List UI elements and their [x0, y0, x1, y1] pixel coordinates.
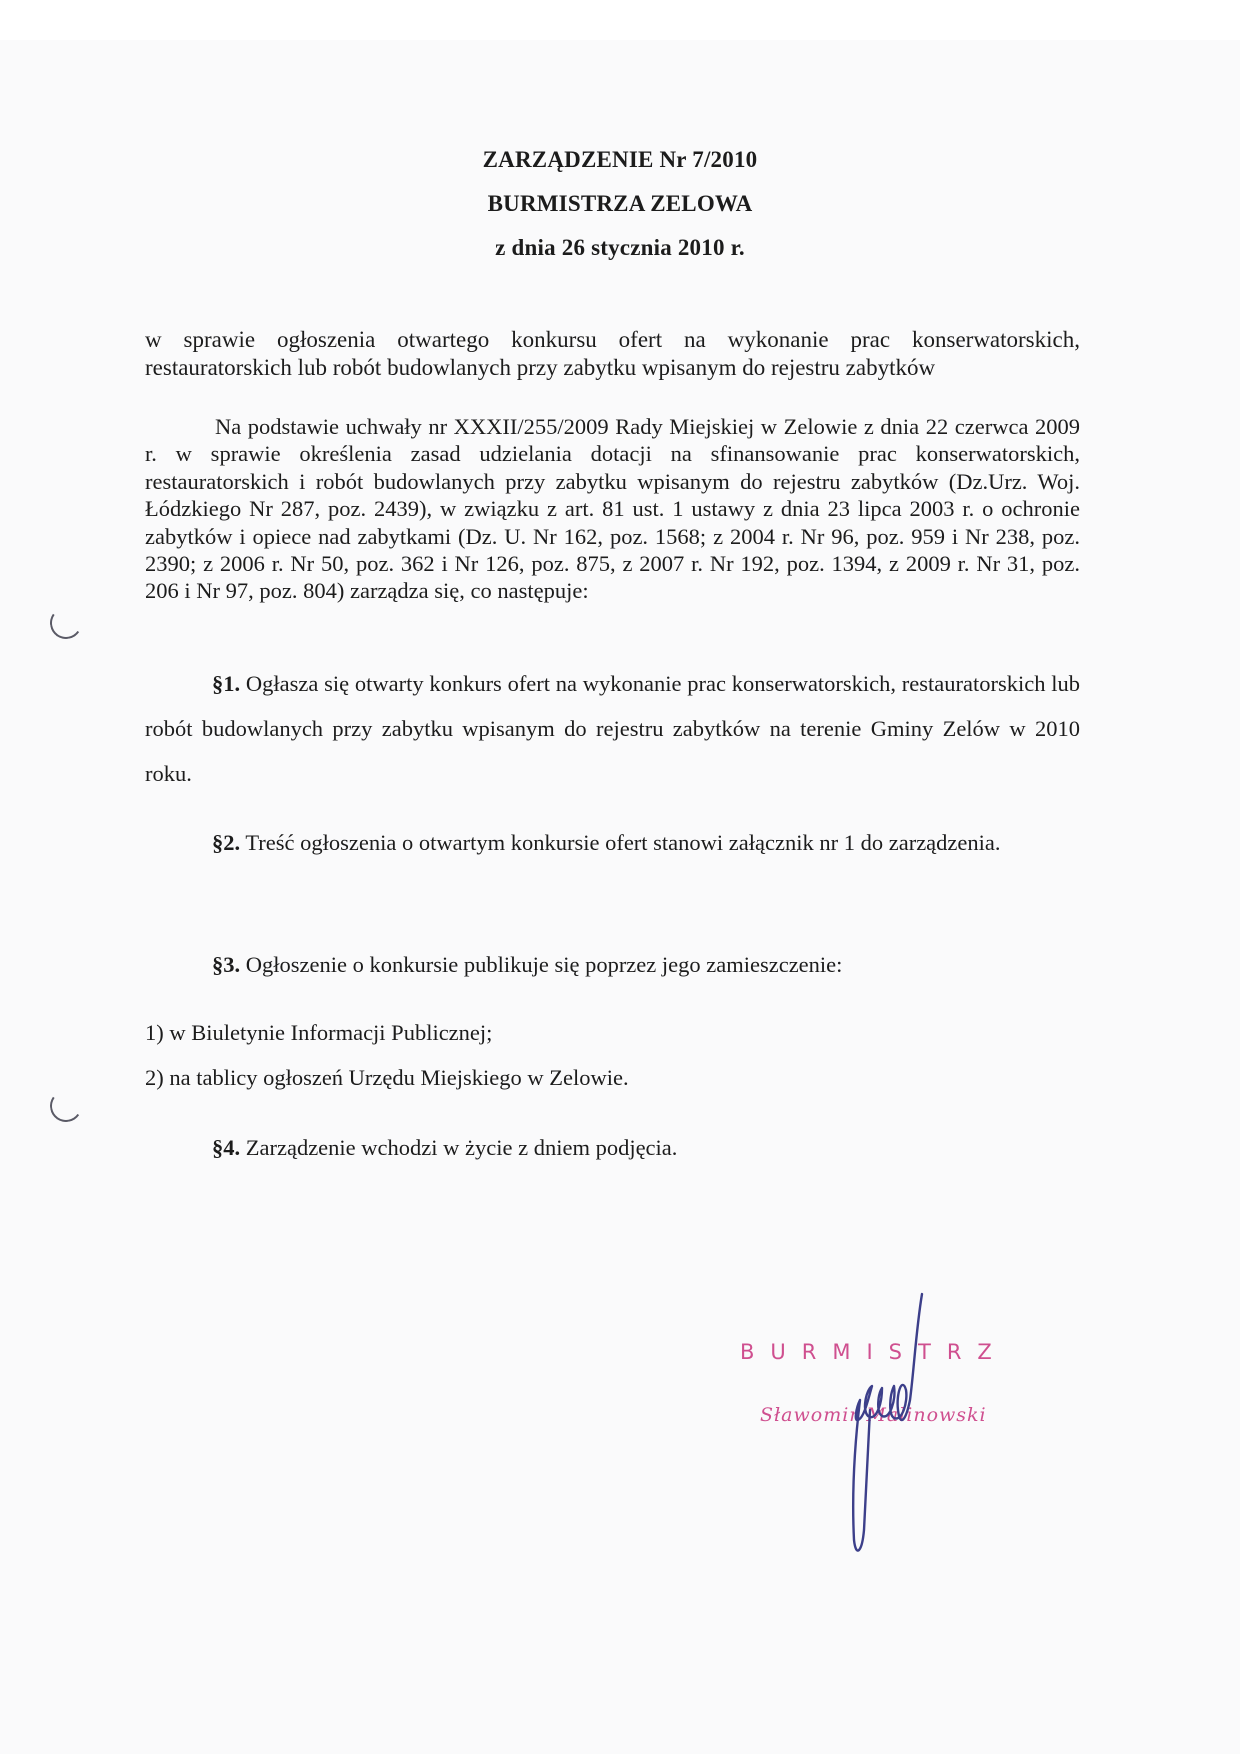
section-4-symbol: §4. — [212, 1135, 241, 1160]
header-issuer: BURMISTRZA ZELOWA — [487, 191, 753, 216]
list-item: 1) w Biuletynie Informacji Publicznej; — [145, 1020, 493, 1045]
section-1-symbol: §1. — [212, 671, 241, 696]
section-3-symbol: §3. — [212, 952, 241, 977]
section-1-text: Ogłasza się otwarty konkurs ofert na wykonanie prac konserwatorskich, restauratorskich lub robót budowlanych przy zabytku wpisanym do rejestru zabytków na terenie Gminy Zelów w 2010 roku. — [145, 671, 1080, 786]
section-2-symbol: §2. — [212, 830, 241, 855]
scan-top-margin — [0, 0, 1240, 40]
section-4-text: Zarządzenie wchodzi w życie z dniem podjęcia. — [240, 1135, 678, 1160]
punch-hole-mark-top — [47, 604, 84, 641]
header-date: z dnia 26 stycznia 2010 r. — [495, 235, 745, 260]
section-3-text: Ogłoszenie o konkursie publikuje się poprzez jego zamieszczenie: — [240, 952, 843, 977]
signature-stroke — [853, 1294, 922, 1551]
subject-line-2: restauratorskich lub robót budowlanych przy zabytku wpisanym do rejestru zabytków — [145, 355, 936, 380]
stamp-name: Sławomir Malinowski — [760, 1404, 987, 1426]
punch-hole-mark-bottom — [47, 1087, 84, 1124]
subject-line-1: w sprawie ogłoszenia otwartego konkursu ofert na wykonanie prac konserwatorskich, — [145, 327, 1080, 352]
section-3 — [145, 942, 1080, 987]
publication-list — [145, 1010, 629, 1100]
section-2-text: Treść ogłoszenia o otwartym konkursie ofert stanowi załącznik nr 1 do zarządzenia. — [240, 830, 1001, 855]
document-subject — [145, 326, 1080, 382]
handwritten-signature — [810, 1290, 930, 1560]
header-title: ZARZĄDZENIE Nr 7/2010 — [482, 147, 758, 172]
list-item: 2) na tablicy ogłoszeń Urzędu Miejskiego w Zelowie. — [145, 1065, 629, 1090]
stamp-title: BURMISTRZ — [740, 1340, 1008, 1364]
legal-basis-paragraph: Na podstawie uchwały nr XXXII/255/2009 Rady Miejskiej w Zelowie z dnia 22 czerwca 2009 r. w sprawie określenia zasad udzielania dotacji na sfinansowanie prac konserwatorskich, restauratorskich i robót budowlanych przy zabytku wpisanym do rejestru zabytków (Dz.Urz. Woj. Łódzkiego Nr 287, poz. 2439), w związku z art. 81 ust. 1 ustawy z dnia 23 lipca 2003 r. o ochronie zabytków i opiece nad zabytkami (Dz. U. Nr 162, poz. 1568; z 2004 r. Nr 96, poz. 959 i Nr 238, poz. 2390; z 2006 r. Nr 50, poz. 362 i Nr 126, poz. 875, z 2007 r. Nr 192, poz. 1394, z 2009 r. Nr 31, poz. 206 i Nr 97, poz. 804) zarządza się, co następuje: — [145, 414, 1080, 604]
document-header — [0, 138, 1240, 270]
section-4 — [145, 1125, 1080, 1170]
section-2 — [145, 820, 1080, 865]
section-1 — [145, 661, 1080, 796]
